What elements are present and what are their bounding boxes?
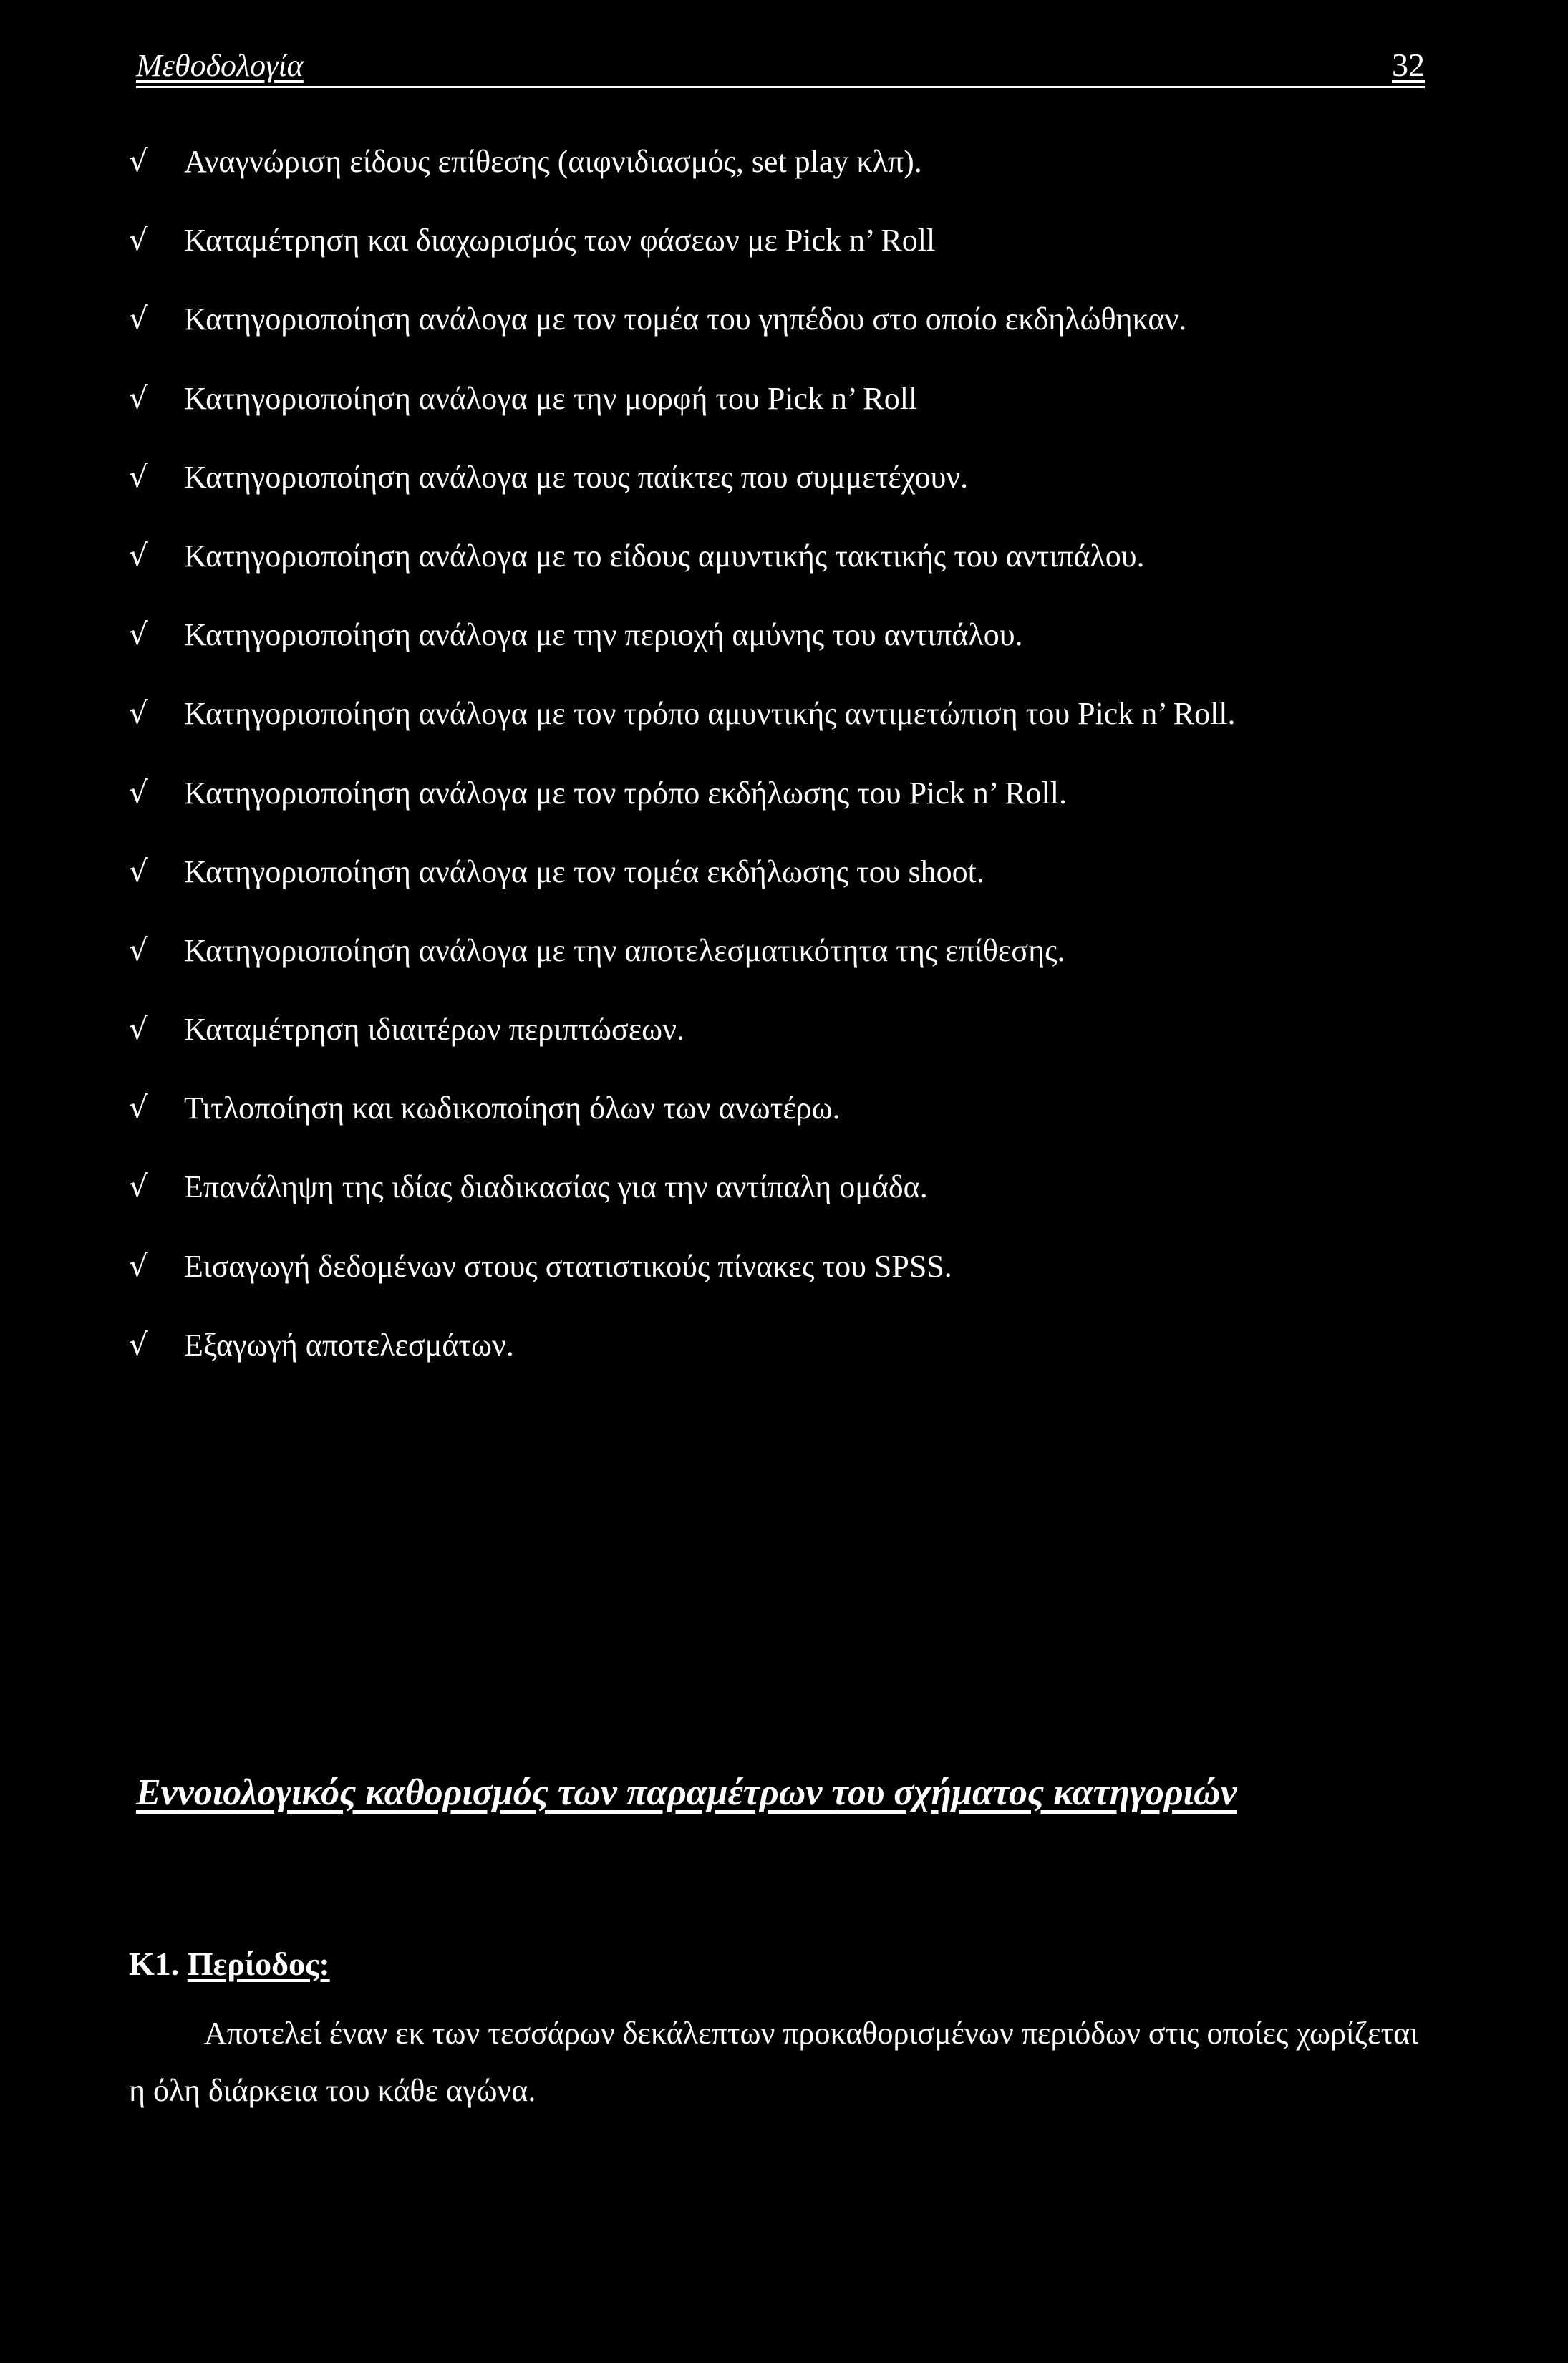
page-number: 32 <box>1392 47 1425 83</box>
check-mark-icon: √ <box>129 1011 148 1047</box>
check-mark-icon: √ <box>129 1326 148 1362</box>
check-mark-icon: √ <box>129 853 148 889</box>
check-mark-icon: √ <box>129 143 148 178</box>
check-mark-icon: √ <box>129 617 148 652</box>
checklist-item-text: Κατηγοριοποίηση ανάλογα με τον τομέα του γηπέδου στο οποίο εκδηλώθηκαν. <box>184 301 1187 337</box>
checklist-item-text: Καταμέτρηση ιδιαιτέρων περιπτώσεων. <box>184 1012 685 1048</box>
checklist-item-text: Κατηγοριοποίηση ανάλογα με τον τομέα εκδήλωσης του shoot. <box>184 854 984 889</box>
checklist-item <box>129 615 1453 694</box>
checklist-item <box>129 1247 1453 1325</box>
check-mark-icon: √ <box>129 380 148 415</box>
checklist-item-text: Κατηγοριοποίηση ανάλογα με την αποτελεσματικότητα της επίθεσης. <box>184 932 1065 968</box>
subsection-label: Περίοδος: <box>187 1946 330 1982</box>
check-mark-icon: √ <box>129 1247 148 1283</box>
checklist-item <box>129 458 1453 536</box>
check-mark-icon: √ <box>129 222 148 258</box>
checklist-item <box>129 299 1453 378</box>
checklist-item <box>129 379 1453 458</box>
check-mark-icon: √ <box>129 458 148 494</box>
checklist-item-text: Κατηγοριοποίηση ανάλογα με τον τρόπο εκδήλωσης του Pick n’ Roll. <box>184 775 1067 811</box>
page-header <box>136 40 1425 88</box>
checklist-item <box>129 1088 1453 1167</box>
checklist-item <box>129 852 1453 931</box>
checklist-item-text: Καταμέτρηση και διαχωρισμός των φάσεων με Pick n’ Roll <box>184 223 936 258</box>
checklist-item-text: Εξαγωγή αποτελεσμάτων. <box>184 1327 514 1363</box>
check-mark-icon: √ <box>129 695 148 731</box>
checklist-item <box>129 1325 1453 1404</box>
subsection-heading <box>129 1948 330 1981</box>
checklist-item-text: Αναγνώριση είδους επίθεσης (αιφνιδιασμός, set play κλπ). <box>184 144 922 179</box>
section-title: Εννοιολογικός καθορισμός των παραμέτρων του σχήματος κατηγοριών <box>136 1772 1237 1813</box>
header-title: Μεθοδολογία <box>136 48 304 83</box>
subsection-code: K1. <box>129 1946 180 1982</box>
checklist-item <box>129 694 1453 773</box>
subsection-paragraph: Αποτελεί έναν εκ των τεσσάρων δεκάλεπτων προκαθορισμένων περιόδων στις οποίες χωρίζεται η όλη διάρκεια του κάθε αγώνα. <box>129 2016 1419 2108</box>
checklist-item <box>129 221 1453 299</box>
checklist-item-text: Τιτλοποίηση και κωδικοποίηση όλων των ανωτέρω. <box>184 1091 841 1126</box>
checklist-item-text: Κατηγοριοποίηση ανάλογα με το είδους αμυντικής τακτικής του αντιπάλου. <box>184 538 1145 574</box>
check-mark-icon: √ <box>129 932 148 967</box>
methodology-checklist <box>129 142 1453 1404</box>
checklist-item-text: Κατηγοριοποίηση ανάλογα με τους παίκτες που συμμετέχουν. <box>184 459 969 495</box>
check-mark-icon: √ <box>129 1090 148 1126</box>
checklist-item-text: Επανάληψη της ιδίας διαδικασίας για την αντίπαλη ομάδα. <box>184 1169 928 1205</box>
checklist-item <box>129 773 1453 852</box>
checklist-item-text: Κατηγοριοποίηση ανάλογα με τον τρόπο αμυντικής αντιμετώπιση του Pick n’ Roll. <box>184 696 1236 732</box>
checklist-item-text: Κατηγοριοποίηση ανάλογα με την περιοχή αμύνης του αντιπάλου. <box>184 617 1023 653</box>
checklist-item <box>129 1010 1453 1088</box>
checklist-item <box>129 931 1453 1010</box>
checklist-item <box>129 536 1453 615</box>
checklist-item-text: Εισαγωγή δεδομένων στους στατιστικούς πίνακες του SPSS. <box>184 1248 952 1284</box>
check-mark-icon: √ <box>129 301 148 337</box>
check-mark-icon: √ <box>129 537 148 573</box>
checklist-item <box>129 1167 1453 1246</box>
checklist-item <box>129 142 1453 221</box>
check-mark-icon: √ <box>129 774 148 810</box>
checklist-item-text: Κατηγοριοποίηση ανάλογα με την μορφή του Pick n’ Roll <box>184 380 918 416</box>
check-mark-icon: √ <box>129 1169 148 1204</box>
